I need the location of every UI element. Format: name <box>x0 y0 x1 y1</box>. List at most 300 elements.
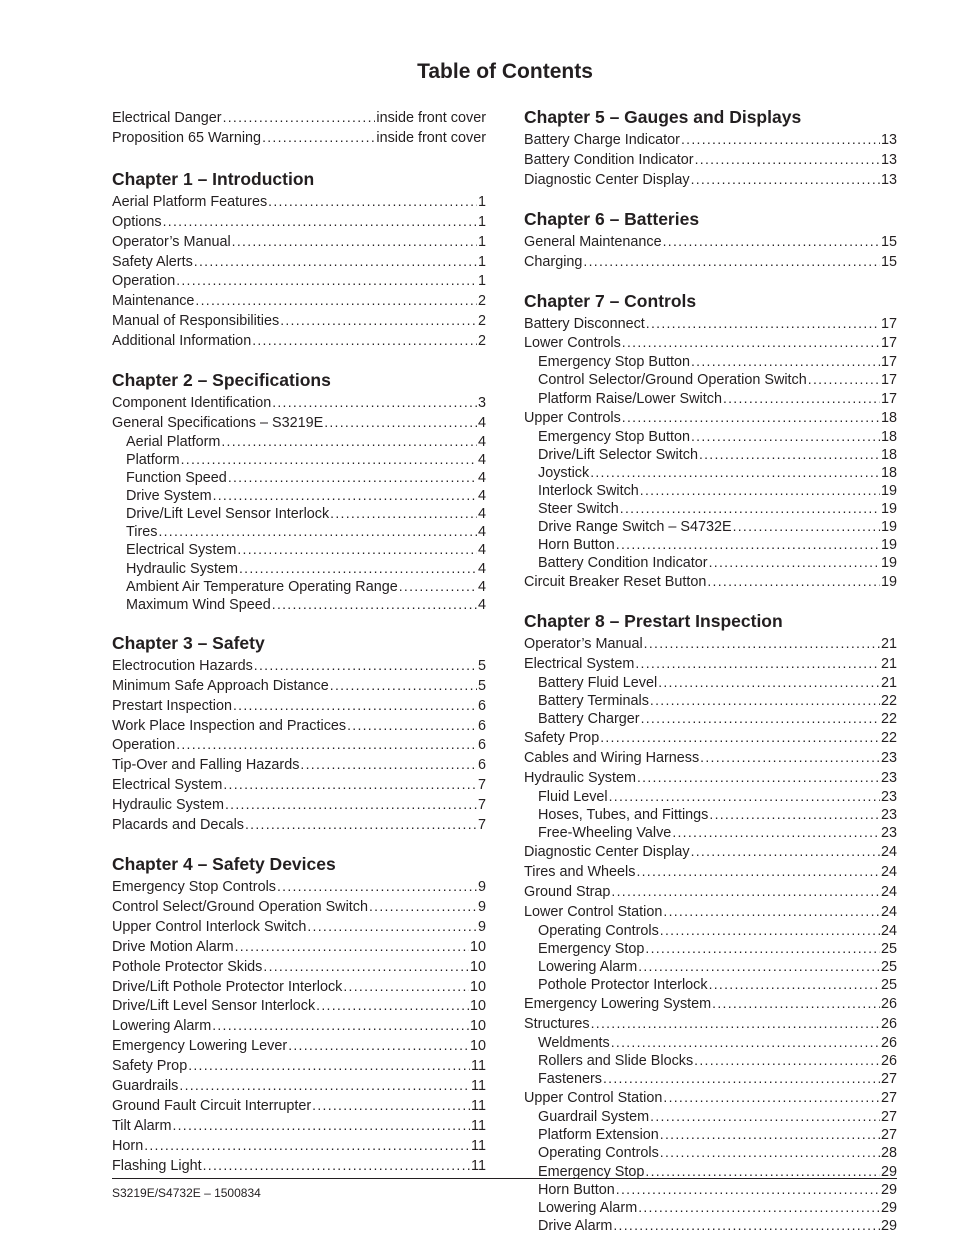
toc-entry-label: Safety Alerts <box>112 253 193 270</box>
toc-entry-label: Drive/Lift Selector Switch <box>538 446 698 463</box>
toc-entry[interactable] <box>112 451 486 469</box>
toc-entry-page: 15 <box>880 253 897 270</box>
toc-entry[interactable] <box>112 917 486 937</box>
toc-entry[interactable] <box>112 523 486 541</box>
toc-entry[interactable] <box>524 1217 897 1235</box>
toc-entry-page: 19 <box>880 574 897 591</box>
toc-entry-label: Electrical System <box>126 542 237 559</box>
toc-entry[interactable] <box>112 755 486 775</box>
toc-entry-page: 7 <box>477 817 486 834</box>
toc-entry-label: Flashing Light <box>112 1157 202 1174</box>
toc-entry[interactable] <box>524 768 897 788</box>
toc-entry[interactable] <box>524 518 897 536</box>
dot-leader <box>638 958 880 976</box>
toc-entry[interactable] <box>524 1034 897 1052</box>
toc-entry[interactable] <box>524 824 897 842</box>
chapter-heading[interactable]: Chapter 1 – Introduction <box>112 168 315 189</box>
toc-entry[interactable] <box>524 1144 897 1162</box>
dot-leader <box>245 815 477 835</box>
toc-entry[interactable] <box>524 882 897 902</box>
dot-leader <box>709 806 880 824</box>
toc-entry[interactable] <box>524 1070 897 1088</box>
dot-leader <box>233 696 477 716</box>
dot-leader <box>645 940 880 958</box>
toc-entry[interactable] <box>112 271 486 291</box>
toc-entry-page: 11 <box>471 1097 486 1114</box>
toc-entry[interactable] <box>524 728 897 748</box>
toc-entry-label: Battery Condition Indicator <box>538 555 708 572</box>
toc-entry-page: 23 <box>880 750 897 767</box>
toc-entry[interactable] <box>524 408 897 428</box>
dot-leader <box>280 311 477 331</box>
toc-entry-page: 4 <box>477 433 486 450</box>
dot-leader <box>223 108 376 128</box>
toc-entry[interactable] <box>524 333 897 353</box>
chapter-heading[interactable]: Chapter 6 – Batteries <box>524 208 700 229</box>
dot-leader <box>277 877 477 897</box>
toc-entry-page: 21 <box>880 636 897 653</box>
toc-entry-page: 18 <box>880 428 897 445</box>
toc-entry[interactable] <box>112 1156 486 1176</box>
toc-entry-page: 24 <box>880 864 897 881</box>
dot-leader <box>635 654 880 674</box>
dot-leader <box>712 994 880 1014</box>
toc-entry[interactable] <box>524 922 897 940</box>
toc-entry-label: Maintenance <box>112 293 195 310</box>
dot-leader <box>288 1036 469 1056</box>
dot-leader <box>663 232 880 252</box>
toc-entry-label: Tires and Wheels <box>524 864 636 881</box>
footer-doc-id: S3219E/S4732E – 1500834 <box>112 1186 261 1200</box>
toc-entry-page: inside front cover <box>376 110 486 126</box>
toc-entry[interactable] <box>524 1108 897 1126</box>
toc-entry-label: Fluid Level <box>538 789 608 805</box>
toc-entry[interactable] <box>112 1056 486 1076</box>
toc-entry-page: 22 <box>880 711 897 728</box>
toc-entry-label: Horn Button <box>538 537 615 554</box>
toc-entry-page: 21 <box>880 675 897 691</box>
dot-leader <box>330 676 477 696</box>
dot-leader <box>611 882 880 902</box>
toc-entry[interactable] <box>112 977 486 997</box>
dot-leader <box>272 393 477 413</box>
toc-entry-label: Upper Control Interlock Switch <box>112 918 307 935</box>
dot-leader <box>660 922 880 940</box>
toc-entry-label: Additional Information <box>112 333 252 350</box>
toc-entry-page: 4 <box>477 542 486 559</box>
toc-entry[interactable] <box>524 862 897 882</box>
toc-entry-page: 22 <box>880 730 897 747</box>
chapter-section <box>112 853 486 1176</box>
toc-entry[interactable] <box>524 842 897 862</box>
toc-entry[interactable] <box>524 1052 897 1070</box>
toc-entry[interactable] <box>112 128 486 148</box>
chapter-heading[interactable]: Chapter 4 – Safety Devices <box>112 853 336 874</box>
toc-entry-label: Safety Prop <box>112 1058 188 1075</box>
toc-entry[interactable] <box>524 446 897 464</box>
toc-entry-label: Options <box>112 213 162 230</box>
toc-entry[interactable] <box>524 428 897 446</box>
toc-entry[interactable] <box>112 596 486 614</box>
toc-entry-label: General Specifications – S3219E <box>112 414 324 431</box>
toc-entry[interactable] <box>524 482 897 500</box>
toc-entry-page: 4 <box>477 524 486 541</box>
toc-entry[interactable] <box>112 413 486 433</box>
toc-entry-page: 9 <box>477 918 486 935</box>
toc-entry[interactable] <box>524 252 897 272</box>
dot-leader <box>637 768 880 788</box>
left-chapter-list <box>112 168 486 1176</box>
toc-entry-label: Hydraulic System <box>112 797 224 814</box>
toc-entry[interactable] <box>524 692 897 710</box>
dot-leader <box>644 634 880 654</box>
chapter-heading[interactable]: Chapter 7 – Controls <box>524 290 697 311</box>
toc-entry[interactable] <box>524 464 897 482</box>
toc-entry-label: Drive Alarm <box>538 1217 613 1234</box>
toc-entry[interactable] <box>524 554 897 572</box>
right-chapter-list <box>524 106 897 1235</box>
dot-leader <box>144 1136 470 1156</box>
toc-entry-label: Aerial Platform <box>126 433 221 450</box>
toc-entry-label: Lowering Alarm <box>538 1199 638 1216</box>
toc-entry[interactable] <box>112 1136 486 1156</box>
toc-entry[interactable] <box>524 806 897 824</box>
toc-entry[interactable] <box>524 958 897 976</box>
toc-entry-page: 26 <box>880 1016 897 1033</box>
toc-entry-page: 29 <box>880 1163 897 1180</box>
dot-leader <box>188 1056 470 1076</box>
toc-entry[interactable] <box>112 578 486 596</box>
toc-entry-label: Diagnostic Center Display <box>524 844 690 861</box>
dot-leader <box>203 1156 470 1176</box>
toc-entry-label: Maximum Wind Speed <box>126 596 271 613</box>
dot-leader <box>194 252 477 272</box>
dot-leader <box>324 413 477 433</box>
toc-entry-page: 1 <box>477 253 486 270</box>
toc-entry-label: Emergency Stop <box>538 941 645 957</box>
dot-leader <box>158 523 477 541</box>
toc-entry[interactable] <box>112 877 486 897</box>
toc-entry[interactable] <box>112 433 486 451</box>
toc-entry-page: 6 <box>477 757 486 774</box>
toc-entry-page: 1 <box>477 273 486 290</box>
toc-entry[interactable] <box>112 937 486 957</box>
toc-entry-label: Lower Control Station <box>524 904 663 920</box>
dot-leader <box>660 1126 880 1144</box>
toc-entry[interactable] <box>524 353 897 371</box>
toc-entry-label: Tip-Over and Falling Hazards <box>112 757 300 774</box>
toc-entry-label: Upper Controls <box>524 409 621 426</box>
dot-leader <box>583 252 880 272</box>
toc-entry[interactable] <box>112 735 486 755</box>
dot-leader <box>613 1217 880 1235</box>
toc-entry[interactable] <box>524 940 897 958</box>
toc-entry-page: 19 <box>880 482 897 499</box>
toc-entry-page: 6 <box>477 737 486 754</box>
toc-entry-page: 25 <box>880 941 897 957</box>
toc-entry-page: 15 <box>880 233 897 250</box>
toc-entry-label: Hoses, Tubes, and Fittings <box>538 807 709 824</box>
toc-entry-label: General Maintenance <box>524 233 662 250</box>
toc-entry-page: 23 <box>880 770 897 787</box>
toc-entry[interactable] <box>524 500 897 518</box>
toc-entry[interactable] <box>524 130 897 150</box>
toc-entry-label: Platform Extension <box>538 1127 659 1144</box>
toc-entry-page: 11 <box>471 1117 486 1134</box>
toc-entry[interactable] <box>524 314 897 334</box>
toc-entry[interactable] <box>524 1181 897 1199</box>
chapter-heading[interactable]: Chapter 2 – Specifications <box>112 370 331 391</box>
toc-entry-page: 11 <box>471 1137 486 1154</box>
toc-entry-label: Control Selector/Ground Operation Switch <box>538 372 807 389</box>
toc-entry-label: Platform <box>126 451 180 468</box>
toc-entry[interactable] <box>524 1199 897 1217</box>
toc-right-column <box>524 106 897 1253</box>
toc-entry[interactable] <box>524 170 897 190</box>
toc-entry-label: Control Select/Ground Operation Switch <box>112 898 368 915</box>
dot-leader <box>603 1070 880 1088</box>
dot-leader <box>663 1088 880 1108</box>
toc-entry[interactable] <box>112 696 486 716</box>
toc-entry-label: Safety Prop <box>524 730 600 747</box>
toc-entry-label: Ground Fault Circuit Interrupter <box>112 1097 312 1114</box>
toc-entry-label: Component Identification <box>112 395 272 412</box>
toc-entry[interactable] <box>112 795 486 815</box>
toc-entry[interactable] <box>112 1116 486 1136</box>
toc-entry[interactable] <box>112 716 486 736</box>
toc-entry-label: Rollers and Slide Blocks <box>538 1053 694 1070</box>
toc-entry-page: 19 <box>880 537 897 554</box>
toc-entry-page: 23 <box>880 789 897 805</box>
dot-leader <box>272 596 477 614</box>
toc-entry[interactable] <box>524 572 897 592</box>
toc-entry-page: 4 <box>477 470 486 487</box>
toc-entry[interactable] <box>112 505 486 523</box>
toc-entry[interactable] <box>112 676 486 696</box>
toc-entry[interactable] <box>112 656 486 676</box>
toc-entry-page: 6 <box>477 717 486 734</box>
toc-entry[interactable] <box>524 1088 897 1108</box>
dot-leader <box>590 464 880 482</box>
toc-entry-label: Drive Motion Alarm <box>112 938 234 955</box>
toc-entry[interactable] <box>112 487 486 505</box>
toc-entry[interactable] <box>112 815 486 835</box>
toc-entry[interactable] <box>112 252 486 272</box>
toc-entry-page: 26 <box>880 996 897 1013</box>
dot-leader <box>694 1052 880 1070</box>
toc-entry[interactable] <box>112 897 486 917</box>
dot-leader <box>343 977 469 997</box>
toc-entry[interactable] <box>112 1036 486 1056</box>
toc-entry-label: Placards and Decals <box>112 817 244 834</box>
toc-entry-label: Battery Charger <box>538 711 640 728</box>
toc-entry[interactable] <box>524 150 897 170</box>
dot-leader <box>723 390 880 408</box>
dot-leader <box>640 482 880 500</box>
dot-leader <box>641 710 880 728</box>
toc-entry-label: Platform Raise/Lower Switch <box>538 390 722 407</box>
dot-leader <box>330 505 477 523</box>
toc-entry-label: Electrocution Hazards <box>112 657 253 674</box>
dot-leader <box>616 536 880 554</box>
toc-entry[interactable] <box>112 311 486 331</box>
toc-entry-page: 1 <box>477 213 486 230</box>
toc-entry-page: 1 <box>477 233 486 250</box>
toc-entry-label: Guardrails <box>112 1078 179 1095</box>
toc-entry-page: 27 <box>880 1071 897 1088</box>
toc-entry[interactable] <box>112 541 486 559</box>
toc-entry-label: Circuit Breaker Reset Button <box>524 574 707 591</box>
chapter-heading[interactable]: Chapter 8 – Prestart Inspection <box>524 611 783 632</box>
dot-leader <box>225 795 477 815</box>
toc-entry-label: Hydraulic System <box>126 560 238 577</box>
chapter-heading[interactable]: Chapter 5 – Gauges and Displays <box>524 107 802 127</box>
toc-entry-label: Emergency Lowering Lever <box>112 1038 288 1055</box>
toc-entry[interactable] <box>524 788 897 806</box>
dot-leader <box>232 232 477 252</box>
chapter-heading[interactable]: Chapter 3 – Safety <box>112 632 265 653</box>
toc-entry-page: 24 <box>880 884 897 901</box>
dot-leader <box>316 996 469 1016</box>
toc-entry-page: 2 <box>477 293 486 310</box>
dot-leader <box>707 572 880 592</box>
toc-entry[interactable] <box>112 212 486 232</box>
toc-entry-label: Prestart Inspection <box>112 697 232 714</box>
toc-entry-label: Emergency Stop <box>538 1163 645 1180</box>
toc-entry-label: Emergency Lowering System <box>524 996 712 1013</box>
dot-leader <box>212 1016 469 1036</box>
toc-entry-label: Horn <box>112 1137 144 1154</box>
dot-leader <box>658 674 880 692</box>
toc-entry-page: 9 <box>477 878 486 895</box>
toc-entry[interactable] <box>524 536 897 554</box>
toc-entry[interactable] <box>112 291 486 311</box>
toc-entry-label: Operator’s Manual <box>112 233 231 250</box>
toc-entry[interactable] <box>524 371 897 389</box>
toc-entry-label: Horn Button <box>538 1181 615 1198</box>
toc-entry-label: Battery Disconnect <box>524 315 645 332</box>
toc-entry[interactable] <box>524 232 897 252</box>
toc-entry-label: Guardrail System <box>538 1109 650 1126</box>
toc-entry-page: 7 <box>477 777 486 794</box>
dot-leader <box>221 433 477 451</box>
toc-entry-label: Battery Terminals <box>538 693 649 710</box>
toc-entry[interactable] <box>112 1016 486 1036</box>
toc-entry-label: Minimum Safe Approach Distance <box>112 677 329 694</box>
toc-entry[interactable] <box>112 192 486 212</box>
toc-entry[interactable] <box>112 232 486 252</box>
toc-entry-page: 2 <box>477 333 486 350</box>
dot-leader <box>691 170 880 190</box>
toc-entry-label: Operator’s Manual <box>524 636 643 653</box>
toc-entry[interactable] <box>524 1014 897 1034</box>
toc-entry-label: Drive/Lift Level Sensor Interlock <box>112 998 316 1015</box>
toc-entry[interactable] <box>524 994 897 1014</box>
dot-leader <box>347 716 477 736</box>
toc-entry-label: Free-Wheeling Valve <box>538 825 672 842</box>
toc-entry[interactable] <box>524 976 897 994</box>
toc-entry[interactable] <box>112 1096 486 1116</box>
toc-entry[interactable] <box>524 902 897 922</box>
dot-leader <box>176 271 477 291</box>
toc-entry[interactable] <box>112 108 486 128</box>
dot-leader <box>611 1034 880 1052</box>
toc-entry-page: 6 <box>477 697 486 714</box>
dot-leader <box>172 1116 470 1136</box>
dot-leader <box>591 1014 880 1034</box>
dot-leader <box>195 291 477 311</box>
toc-entry-page: 23 <box>880 825 897 842</box>
toc-entry[interactable] <box>112 775 486 795</box>
toc-entry-page: 26 <box>880 1035 897 1052</box>
toc-entry[interactable] <box>112 1076 486 1096</box>
toc-entry-label: Emergency Stop Button <box>538 354 690 371</box>
toc-entry-page: 29 <box>880 1181 897 1198</box>
toc-entry-label: Electrical System <box>524 656 635 673</box>
toc-entry-page: 19 <box>880 555 897 572</box>
toc-entry[interactable] <box>524 390 897 408</box>
dot-leader <box>176 735 477 755</box>
toc-entry-label: Interlock Switch <box>538 482 639 499</box>
toc-entry-page: 10 <box>469 998 486 1015</box>
toc-entry-page: 29 <box>880 1199 897 1216</box>
dot-leader <box>609 788 880 806</box>
toc-entry-label: Operating Controls <box>538 1145 659 1162</box>
toc-entry-page: 24 <box>880 844 897 861</box>
toc-entry[interactable] <box>524 674 897 692</box>
toc-entry-label: Cables and Wiring Harness <box>524 750 700 767</box>
toc-entry[interactable] <box>524 634 897 654</box>
toc-entry-label: Electrical System <box>112 777 223 794</box>
toc-entry-page: 25 <box>880 959 897 976</box>
dot-leader <box>691 428 880 446</box>
toc-entry[interactable] <box>112 957 486 977</box>
toc-entry[interactable] <box>112 996 486 1016</box>
toc-entry[interactable] <box>524 710 897 728</box>
toc-entry[interactable] <box>112 393 486 413</box>
dot-leader <box>646 314 880 334</box>
chapter-section <box>524 290 897 593</box>
toc-entry-label: Tilt Alarm <box>112 1117 172 1134</box>
toc-entry-page: 1 <box>477 193 486 210</box>
dot-leader <box>163 212 477 232</box>
toc-entry-label: Tires <box>126 524 158 541</box>
toc-entry[interactable] <box>112 560 486 578</box>
toc-entry[interactable] <box>524 1126 897 1144</box>
dot-leader <box>307 917 477 937</box>
toc-entry[interactable] <box>112 469 486 487</box>
dot-leader <box>369 897 477 917</box>
toc-entry-label: Aerial Platform Features <box>112 193 268 210</box>
dot-leader <box>691 353 880 371</box>
dot-leader <box>268 192 477 212</box>
toc-entry[interactable] <box>112 331 486 351</box>
toc-entry-page: 17 <box>880 335 897 352</box>
toc-entry[interactable] <box>524 748 897 768</box>
toc-entry-label: Drive/Lift Level Sensor Interlock <box>126 506 330 523</box>
toc-entry-page: 4 <box>477 506 486 523</box>
toc-entry-label: Structures <box>524 1016 590 1033</box>
toc-entry-label: Emergency Stop Button <box>538 428 690 445</box>
toc-entry-page: 26 <box>880 1053 897 1070</box>
dot-leader <box>672 824 880 842</box>
toc-entry[interactable] <box>524 654 897 674</box>
toc-entry-label: Weldments <box>538 1035 610 1052</box>
toc-entry-page: 17 <box>880 372 897 389</box>
toc-entry-label: Emergency Stop Controls <box>112 878 276 895</box>
toc-entry-page: 9 <box>477 898 486 915</box>
chapter-section <box>112 632 486 835</box>
